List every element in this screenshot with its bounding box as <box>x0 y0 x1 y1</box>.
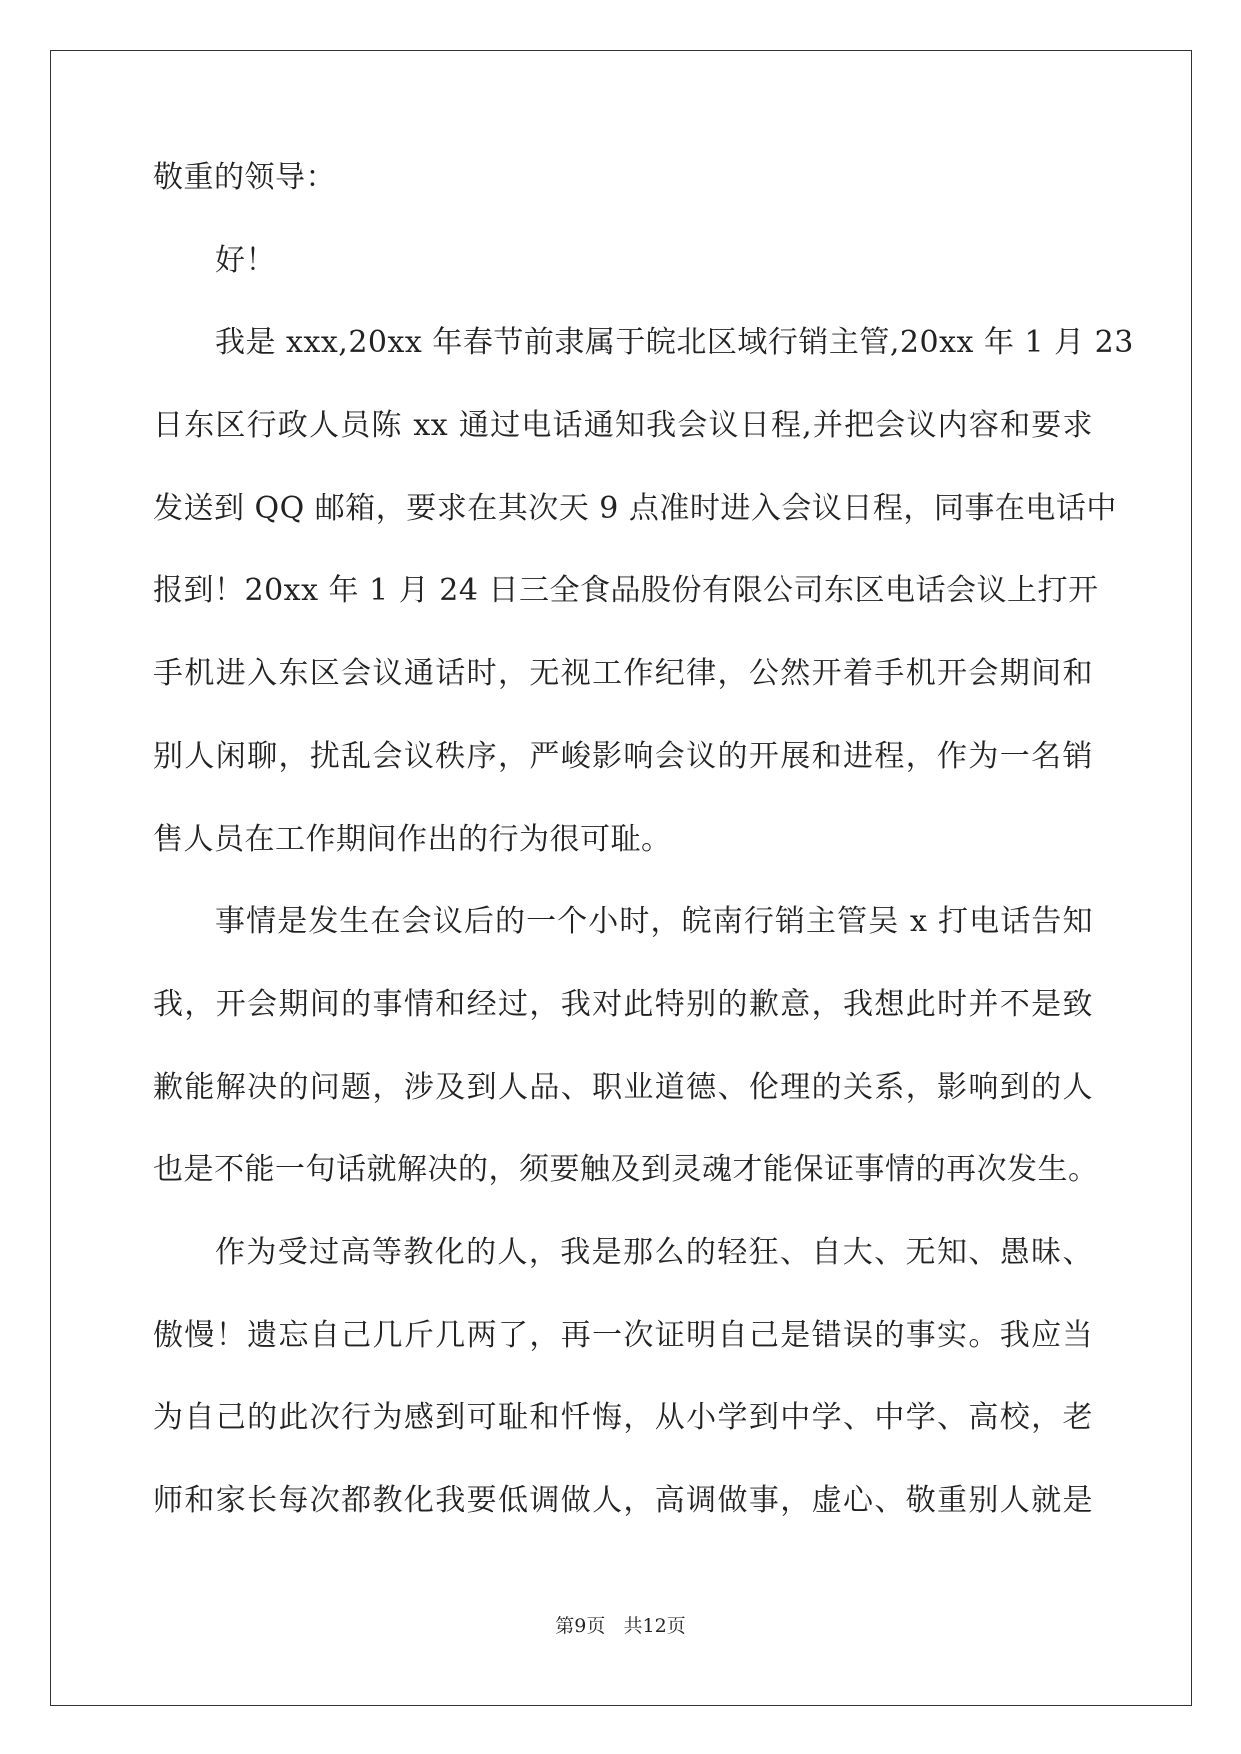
paragraph-line: 我是 xxx,20xx 年春节前隶属于皖北区域行销主管,20xx 年 1 月 23 <box>215 325 1134 361</box>
page-prefix: 第 <box>555 1615 575 1637</box>
greeting: 好！ <box>215 242 276 278</box>
page-suffix: 页 <box>586 1615 606 1637</box>
salutation: 敬重的领导： <box>153 160 336 195</box>
total-prefix: 共 <box>623 1615 643 1637</box>
page-number: 9 <box>574 1615 587 1637</box>
paragraph-line: 歉能解决的问题，涉及到人品、职业道德、伦理的关系，影响到的人 <box>153 1069 1093 1105</box>
paragraph-line: 师和家长每次都教化我要低调做人，高调做事，虚心、敬重别人就是 <box>153 1483 1093 1518</box>
paragraph-line: 别人闲聊，扰乱会议秩序，严峻影响会议的开展和进程，作为一名销 <box>153 738 1093 774</box>
paragraph-line: 报到！20xx 年 1 月 24 日三全食品股份有限公司东区电话会议上打开 <box>153 573 1099 609</box>
paragraph-line: 日东区行政人员陈 xx 通过电话通知我会议日程,并把会议内容和要求 <box>153 408 1093 444</box>
paragraph-line: 为自己的此次行为感到可耻和忏悔，从小学到中学、中学、高校，老 <box>153 1400 1093 1436</box>
paragraph-line: 售人员在工作期间作出的行为很可耻。 <box>153 821 672 857</box>
paragraph-line: 事情是发生在会议后的一个小时，皖南行销主管吴 x 打电话告知 <box>215 904 1093 940</box>
paragraph-line: 傲慢！遗忘自己几斤几两了，再一次证明自己是错误的事实。我应当 <box>153 1317 1093 1353</box>
total-pages: 12 <box>642 1615 667 1637</box>
paragraph-line: 发送到 QQ 邮箱，要求在其次天 9 点准时进入会议日程，同事在电话中 <box>153 490 1117 526</box>
paragraph-line: 手机进入东区会议通话时，无视工作纪律，公然开着手机开会期间和 <box>153 656 1093 692</box>
page-footer <box>0 1614 1241 1638</box>
paragraph-line: 也是不能一句话就解决的，须要触及到灵魂才能保证事情的再次发生。 <box>153 1152 1099 1188</box>
paragraph-line: 我，开会期间的事情和经过，我对此特别的歉意，我想此时并不是致 <box>153 986 1093 1022</box>
paragraph-line: 作为受过高等教化的人，我是那么的轻狂、自大、无知、愚昧、 <box>215 1234 1093 1270</box>
total-suffix: 页 <box>666 1615 686 1637</box>
letter-body <box>153 160 1134 1566</box>
